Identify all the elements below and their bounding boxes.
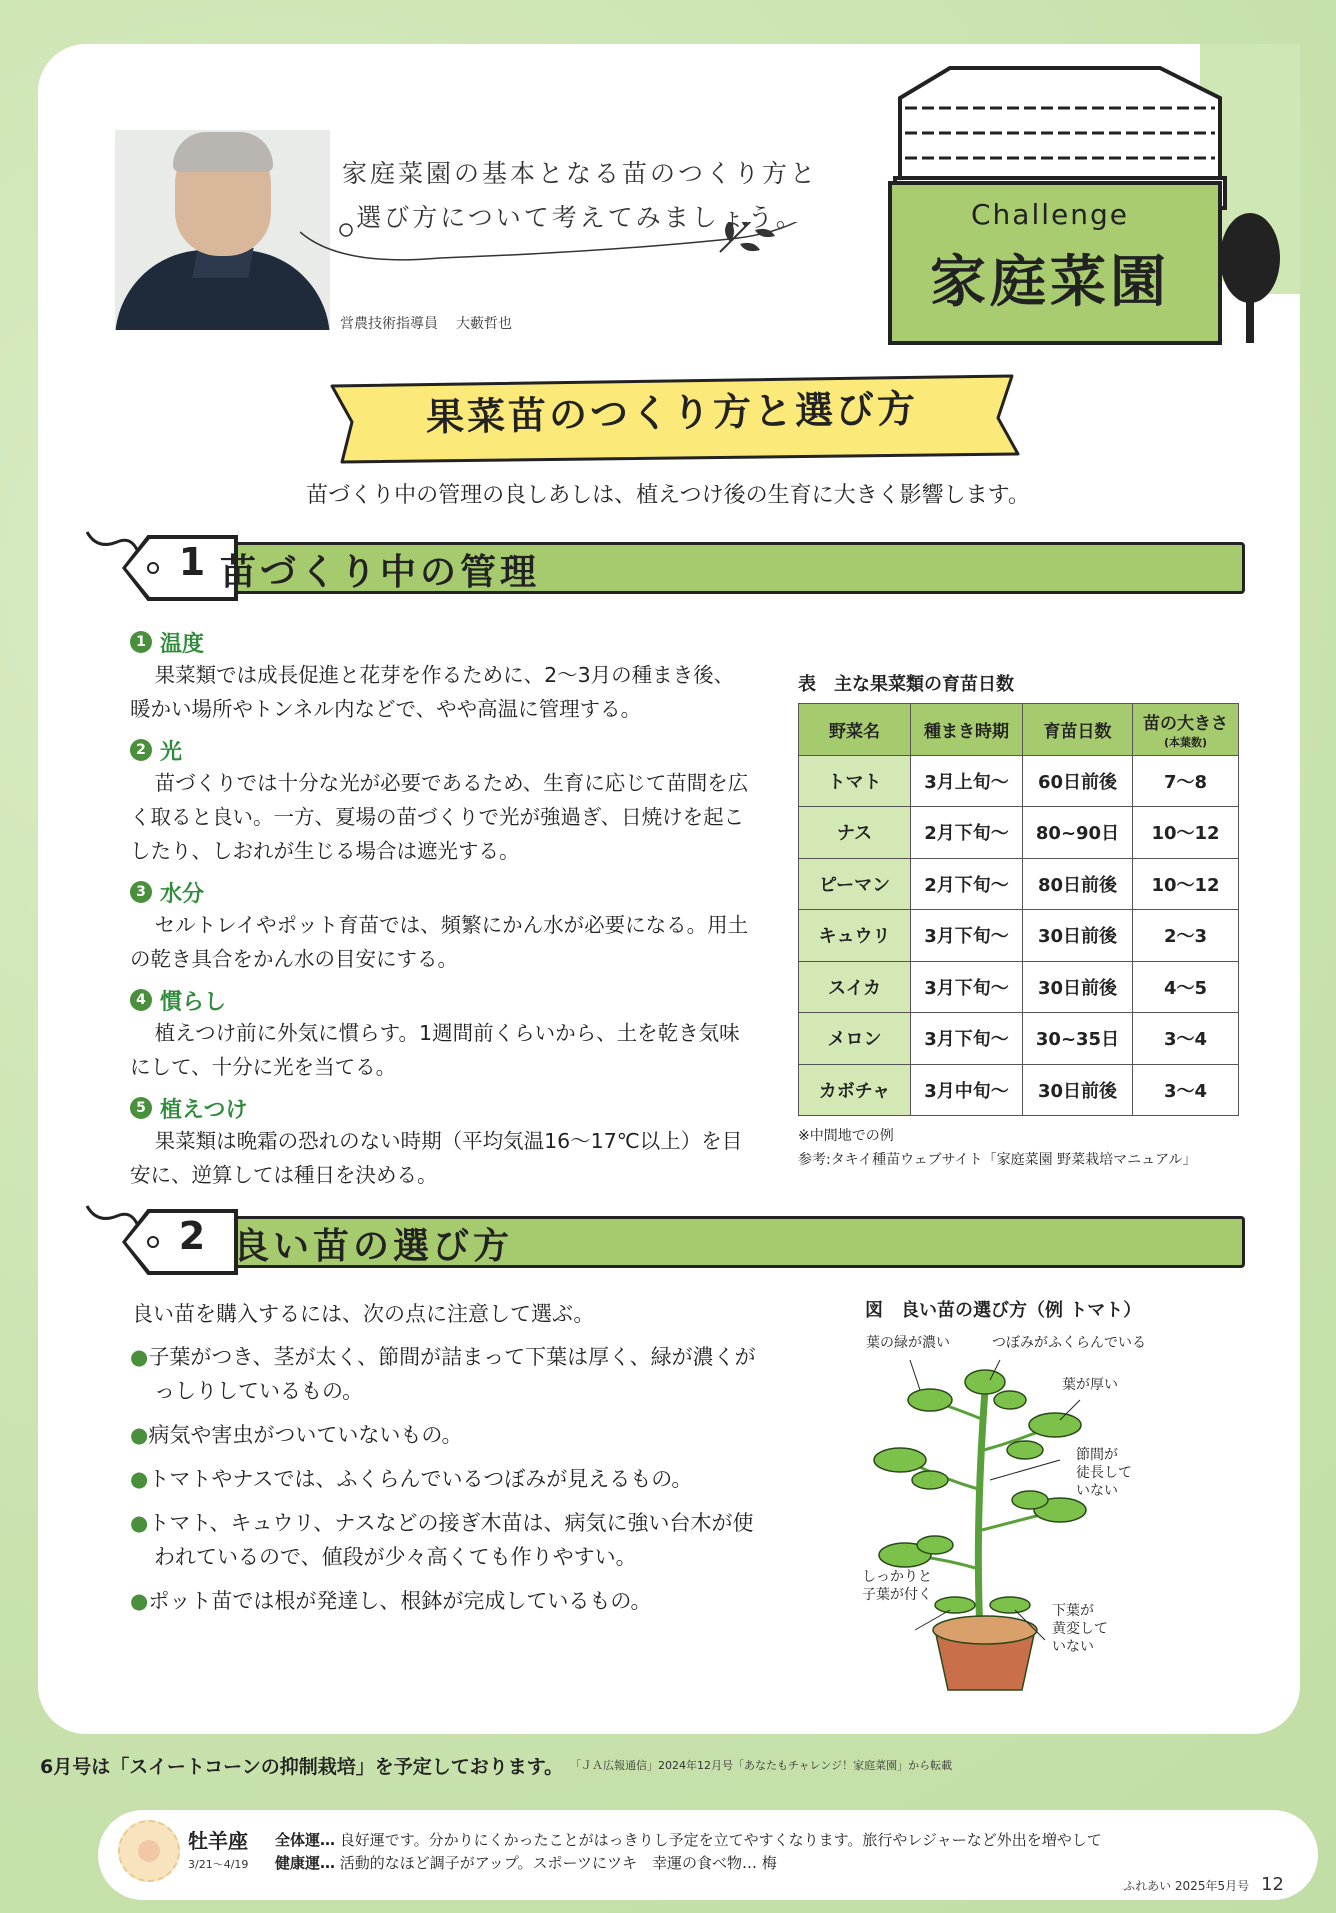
table-row: スイカ 3月下旬〜 30日前後 4〜5 xyxy=(799,961,1239,1013)
section2-header xyxy=(85,1208,1245,1274)
label-lower-leaf: 下葉が 黄変して いない xyxy=(1052,1603,1108,1655)
tomato-seedling-illustration xyxy=(850,1330,1180,1700)
section1-number: 1 xyxy=(178,540,206,584)
table-row: キュウリ 3月下旬〜 30日前後 2〜3 xyxy=(799,910,1239,962)
label-thick-leaf: 葉が厚い xyxy=(1062,1377,1118,1393)
page-folio: ふれあい 2025年5月号 12 xyxy=(1123,1874,1284,1895)
label-bud: つぼみがふくらんでいる xyxy=(992,1335,1146,1351)
table-header-row: 野菜名 種まき時期 育苗日数 苗の大きさ (本葉数) xyxy=(799,704,1239,756)
section2-title: 良い苗の選び方 xyxy=(233,1226,514,1267)
fortune-text: 全体運… 良好運です。分かりにくかったことがはっきりし予定を立てやすくなります。旅行やレジャーなど外出を増やして 健康運… 活動的なほど調子がアップ。スポーツにツキ 幸運の食べ物… 梅 xyxy=(275,1831,1102,1872)
label-cotyledon: しっかりと 子葉が付く xyxy=(862,1569,932,1603)
lead-text: 苗づくり中の管理の良しあしは、植えつけ後の生育に大きく影響します。 xyxy=(306,483,1030,508)
item-hardening: 4 慣らし 植えつけ前に外気に慣らす。1週間前くらいから、土を乾き気味にして、十分に光を当てる。 xyxy=(130,989,740,1079)
figure-caption: 図 良い苗の選び方（例 トマト） xyxy=(865,1300,1142,1321)
section2-number: 2 xyxy=(178,1214,206,1258)
list-item: ●子葉がつき、茎が太く、節間が詰まって下葉は厚く、緑が濃くがっしりしているもの。 xyxy=(130,1345,756,1403)
zodiac-sign: 牡羊座 xyxy=(188,1829,248,1853)
section1-items xyxy=(130,618,750,1192)
table-note: ※中間地での例 参考:タキイ種苗ウェブサイト「家庭菜園 野菜栽培マニュアル」 xyxy=(798,1128,1197,1168)
section1-title: 苗づくり中の管理 xyxy=(220,552,541,593)
table-row: メロン 3月下旬〜 30~35日 3〜4 xyxy=(799,1013,1239,1065)
table-row: ナス 2月下旬〜 80~90日 10〜12 xyxy=(799,807,1239,859)
list-item: ●病気や害虫がついていないもの。 xyxy=(130,1423,463,1447)
zodiac-dates: 3/21〜4/19 xyxy=(188,1858,249,1871)
section1-header xyxy=(85,534,1245,600)
logo-subtitle: Challenge xyxy=(971,198,1129,231)
item-temperature: 1 温度 果菜類では成長促進と花芽を作るために、2〜3月の種まき後、暖かい場所やトンネル内などで、やや高温に管理する。 xyxy=(130,631,735,721)
page-number: 12 xyxy=(1261,1874,1284,1895)
sheep-face-icon xyxy=(138,1840,160,1862)
intro-text: 家庭菜園の基本となる苗のつくり方と 選び方について考えてみましょう。 xyxy=(341,159,818,232)
list-item: ●トマト、キュウリ、ナスなどの接ぎ木苗は、病気に強い台木が使われているので、値段が少々高くても作りやすい。 xyxy=(130,1511,754,1569)
section2-bullets xyxy=(130,1340,770,1628)
list-item: ●トマトやナスでは、ふくらんでいるつぼみが見えるもの。 xyxy=(130,1467,693,1491)
item-light: 2 光 苗づくりでは十分な光が必要であるため、生育に応じて苗間を広く取ると良い。一方、夏場の苗づくりで光が強過ぎ、日焼けを起こしたり、しおれが生じる場合は遮光する。 xyxy=(130,739,749,863)
table-row: トマト 3月上旬〜 60日前後 7〜8 xyxy=(799,755,1239,807)
label-internode: 節間が 徒長して いない xyxy=(1076,1447,1132,1499)
list-item: ●ポット苗では根が発達し、根鉢が完成しているもの。 xyxy=(130,1589,652,1613)
table-row: ピーマン 2月下旬〜 80日前後 10〜12 xyxy=(799,858,1239,910)
seedling-table xyxy=(798,703,1239,1116)
reprint-credit: 「ＪＡ広報通信」2024年12月号「あなたもチャレンジ！家庭菜園」から転載 xyxy=(570,1759,953,1772)
item-planting: 5 植えつけ 果菜類は晩霜の恐れのない時期（平均気温16〜17℃以上）を目安に、逆算しては種日を決める。 xyxy=(130,1097,743,1187)
section2-intro: 良い苗を購入するには、次の点に注意して選ぶ。 xyxy=(132,1302,595,1326)
label-leaf-green: 葉の緑が濃い xyxy=(866,1335,950,1351)
intro-swoosh xyxy=(300,222,800,282)
item-water: 3 水分 セルトレイやポット育苗では、頻繁にかん水が必要になる。用土の乾き具合をかん水の目安にする。 xyxy=(130,881,749,971)
table-row: カボチャ 3月中旬〜 30日前後 3〜4 xyxy=(799,1064,1239,1116)
page-title: 果菜苗のつくり方と選び方 xyxy=(425,386,919,440)
challenge-logo xyxy=(880,58,1280,358)
next-issue-note: 6月号は「スイートコーンの抑制栽培」を予定しております。 xyxy=(40,1756,564,1778)
author-credit: 営農技術指導員 大藪哲也 xyxy=(340,316,512,332)
author-photo xyxy=(115,130,330,330)
logo-title: 家庭菜園 xyxy=(930,250,1170,315)
table-caption: 表 主な果菜類の育苗日数 xyxy=(798,674,1014,695)
